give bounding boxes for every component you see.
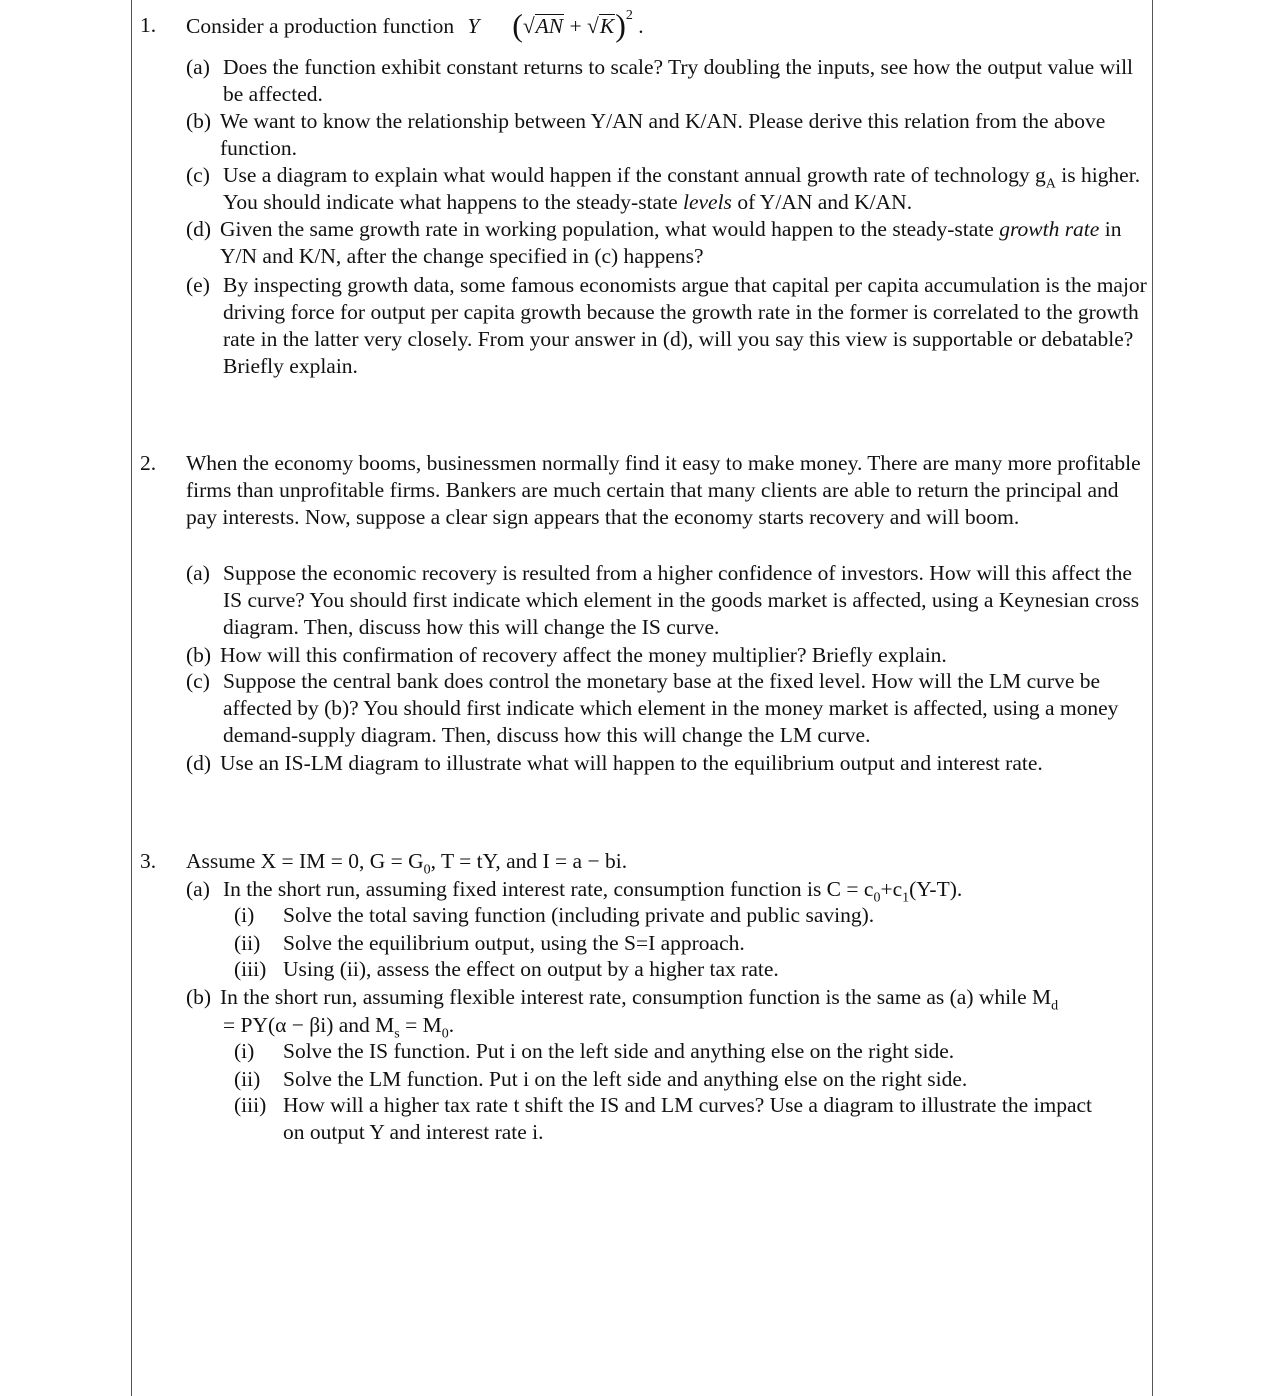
- question-stem: Assume X = IM = 0, $G = G_0$, T = tY, and I = a − bi.: [186, 849, 628, 878]
- question-number: 1.: [140, 13, 157, 37]
- question-stem: Consider a production function Y $(√AN + √K)^2$ .: [186, 7, 644, 43]
- production-function-formula: Y $(√AN + √K)^2$ .: [467, 7, 644, 43]
- question-number: 2.: [140, 451, 157, 475]
- question-number: 3.: [140, 849, 157, 873]
- document-page: 1. Consider a production function Y $(√AN + √K)^2$ . (a) Does the function exhibit constant returns to scale? Try doubling the inputs, see how the output value will be affected. (b) We want to know the relationship between Y/AN and K/AN. Please derive this relation from the above function. (c) Use a diagram to explain what would happen if the constant annual growth rate of technology $g_A$ is higher. You should indicate what happens to the steady-state levels of Y/AN and K/AN. (d) Given the same growth rate in working population, what would happen to the steady-state growth rate in Y/N and K/N, after the change specified in (c) happens? (e) By inspecting growth data, some famous economists argue that capital per capita accumulation is the major driving force for output per capita growth because the growth rate in the former is correlated to the growth rate in the latter very closely. From your answer in (d), will you say this view is supportable or debatable? Briefly explain. 2. When the economy booms, businessmen normally find it easy to make money. There are many more profitable firms than unprofitable firms. Bankers are much certain that many clients are able to return the principal and pay interests. Now, suppose a clear sign appears that the economy starts recovery and will boom. (a) Suppose the economic recovery is resulted from a higher confidence of investors. How will this affect the IS curve? You should first indicate which element in the goods market is affected, using a Keynesian cross diagram. Then, discuss how this will change the IS curve. (b) How will this confirmation of recovery affect the money multiplier? Briefly explain. (c) Suppose the central bank does control the monetary base at the fixed level. How will the LM curve be affected by (b)? You should first indicate which element in the money market is affected, using a money demand-supply diagram. Then, discuss how this will change the LM curve. (d) Use an IS-LM diagram to illustrate what will happen to the equilibrium output and interest rate. 3. Assume X = IM = 0, $G = G_0$, T = tY, and I = a − bi. (a) In the short run, assuming fixed interest rate, consumption function is $C = c_0+c_1(Y-T)$. (i) Solve the total saving function (including private and public saving). (ii) Solve the equilibrium output, using the S=I approach. (iii) Using (ii), assess the effect on output by a higher tax rate. (b) In the short run, assuming flexible interest rate, consumption function is the same as (a) while $M_d$ = PY(α − βi) and $M_s = M_0$. (i) Solve the IS function. Put i on the left side and anything else on the right side. (ii) Solve the LM function. Put i on the left side and anything else on the right side. (iii) How will a higher tax rate t shift the IS and LM curves? Use a diagram to illustrate the impact on output Y and interest rate i.: [131, 0, 1153, 1396]
- question-stem: When the economy booms, businessmen normally find it easy to make money. There are many more profitable firms than unprofitable firms. Bankers are much certain that many clients are able to return the principal and pay interests. Now, suppose a clear sign appears that the economy starts recovery and will boom.: [186, 451, 1141, 529]
